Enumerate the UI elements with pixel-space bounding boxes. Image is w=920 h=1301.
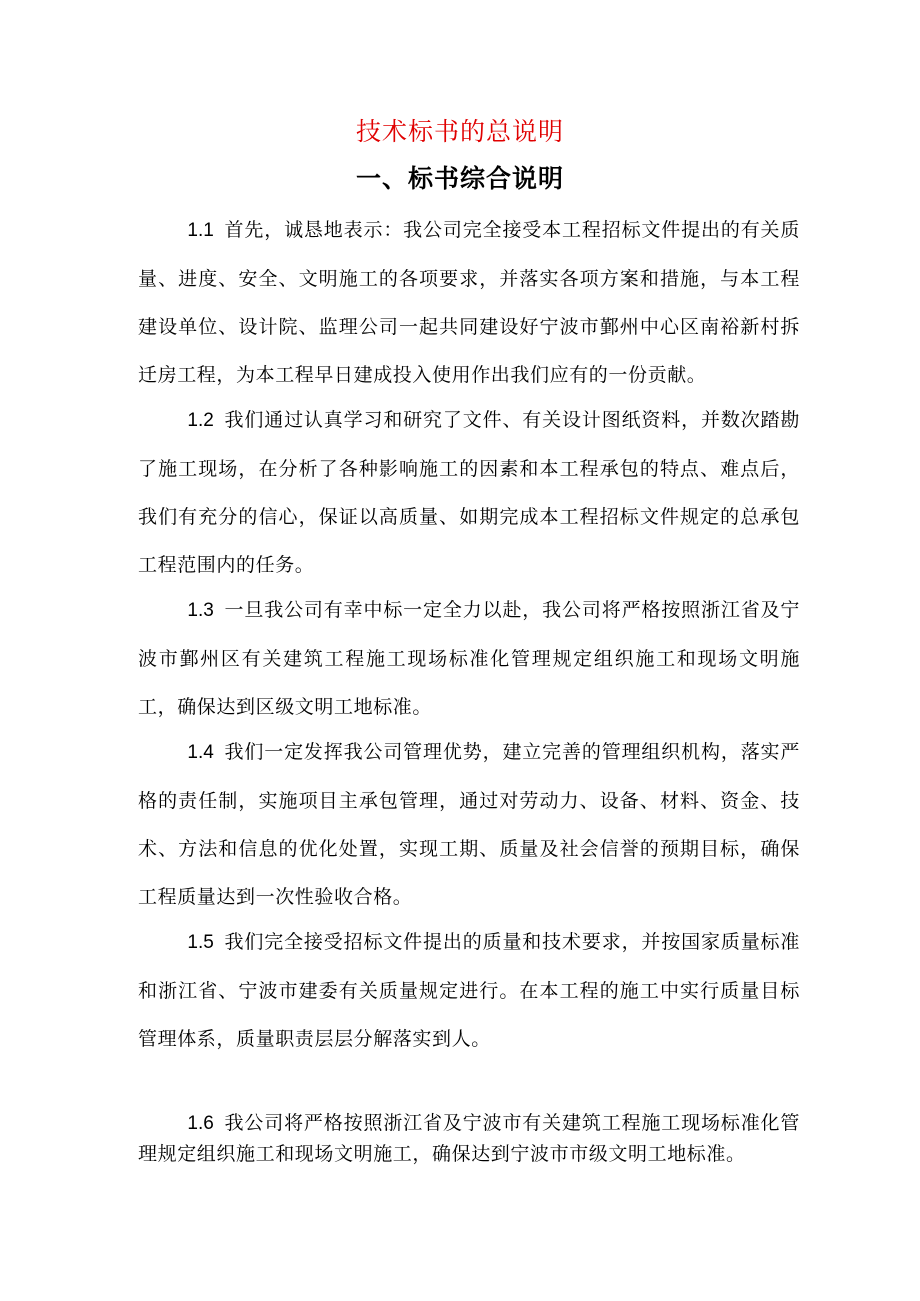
paragraph-number: 1.4 [187, 742, 214, 763]
paragraph-number: 1.2 [187, 410, 214, 431]
document-title: 技术标书的总说明 [355, 117, 564, 146]
paragraph-text: 我们通过认真学习和研究了文件、有关设计图纸资料，并数次踏勘了施工现场，在分析了各种影响施工的因素和本工程承包的特点、难点后，我们有充分的信心，保证以高质量、如期完成本工程招标文件规定的总承包工程范围内的任务。 [138, 409, 800, 576]
paragraph-1-4 [138, 728, 800, 921]
paragraph-1-6 [138, 1108, 800, 1169]
paragraph-text: 我公司将严格按照浙江省及宁波市有关建筑工程施工现场标准化管理规定组织施工和现场文明施工，确保达到宁波市市级文明工地标准。 [138, 1112, 800, 1165]
paragraph-number: 1.3 [187, 600, 214, 621]
section-title: 一、标书综合说明 [355, 164, 564, 193]
paragraph-text: 一旦我公司有幸中标一定全力以赴，我公司将严格按照浙江省及宁波市鄞州区有关建筑工程施工现场标准化管理规定组织施工和现场文明施工，确保达到区级文明工地标准。 [138, 599, 800, 718]
paragraph-1-5 [138, 918, 800, 1063]
paragraph-1-1 [138, 206, 800, 399]
paragraph-1-3 [138, 586, 800, 731]
paragraph-number: 1.1 [187, 220, 214, 241]
paragraph-text: 我们完全接受招标文件提出的质量和技术要求，并按国家质量标准和浙江省、宁波市建委有关质量规定进行。在本工程的施工中实行质量目标管理体系，质量职责层层分解落实到人。 [138, 931, 800, 1050]
paragraph-1-2 [138, 396, 800, 589]
paragraph-number: 1.5 [187, 932, 214, 953]
paragraph-text: 首先，诚恳地表示：我公司完全接受本工程招标文件提出的有关质量、进度、安全、文明施工的各项要求，并落实各项方案和措施，与本工程建设单位、设计院、监理公司一起共同建设好宁波市鄞州中心区南裕新村拆迁房工程，为本工程早日建成投入使用作出我们应有的一份贡献。 [138, 219, 800, 386]
paragraph-number: 1.6 [187, 1113, 214, 1134]
paragraph-text: 我们一定发挥我公司管理优势，建立完善的管理组织机构，落实严格的责任制，实施项目主承包管理，通过对劳动力、设备、材料、资金、技术、方法和信息的优化处置，实现工期、质量及社会信誉的预期目标，确保工程质量达到一次性验收合格。 [138, 741, 800, 908]
